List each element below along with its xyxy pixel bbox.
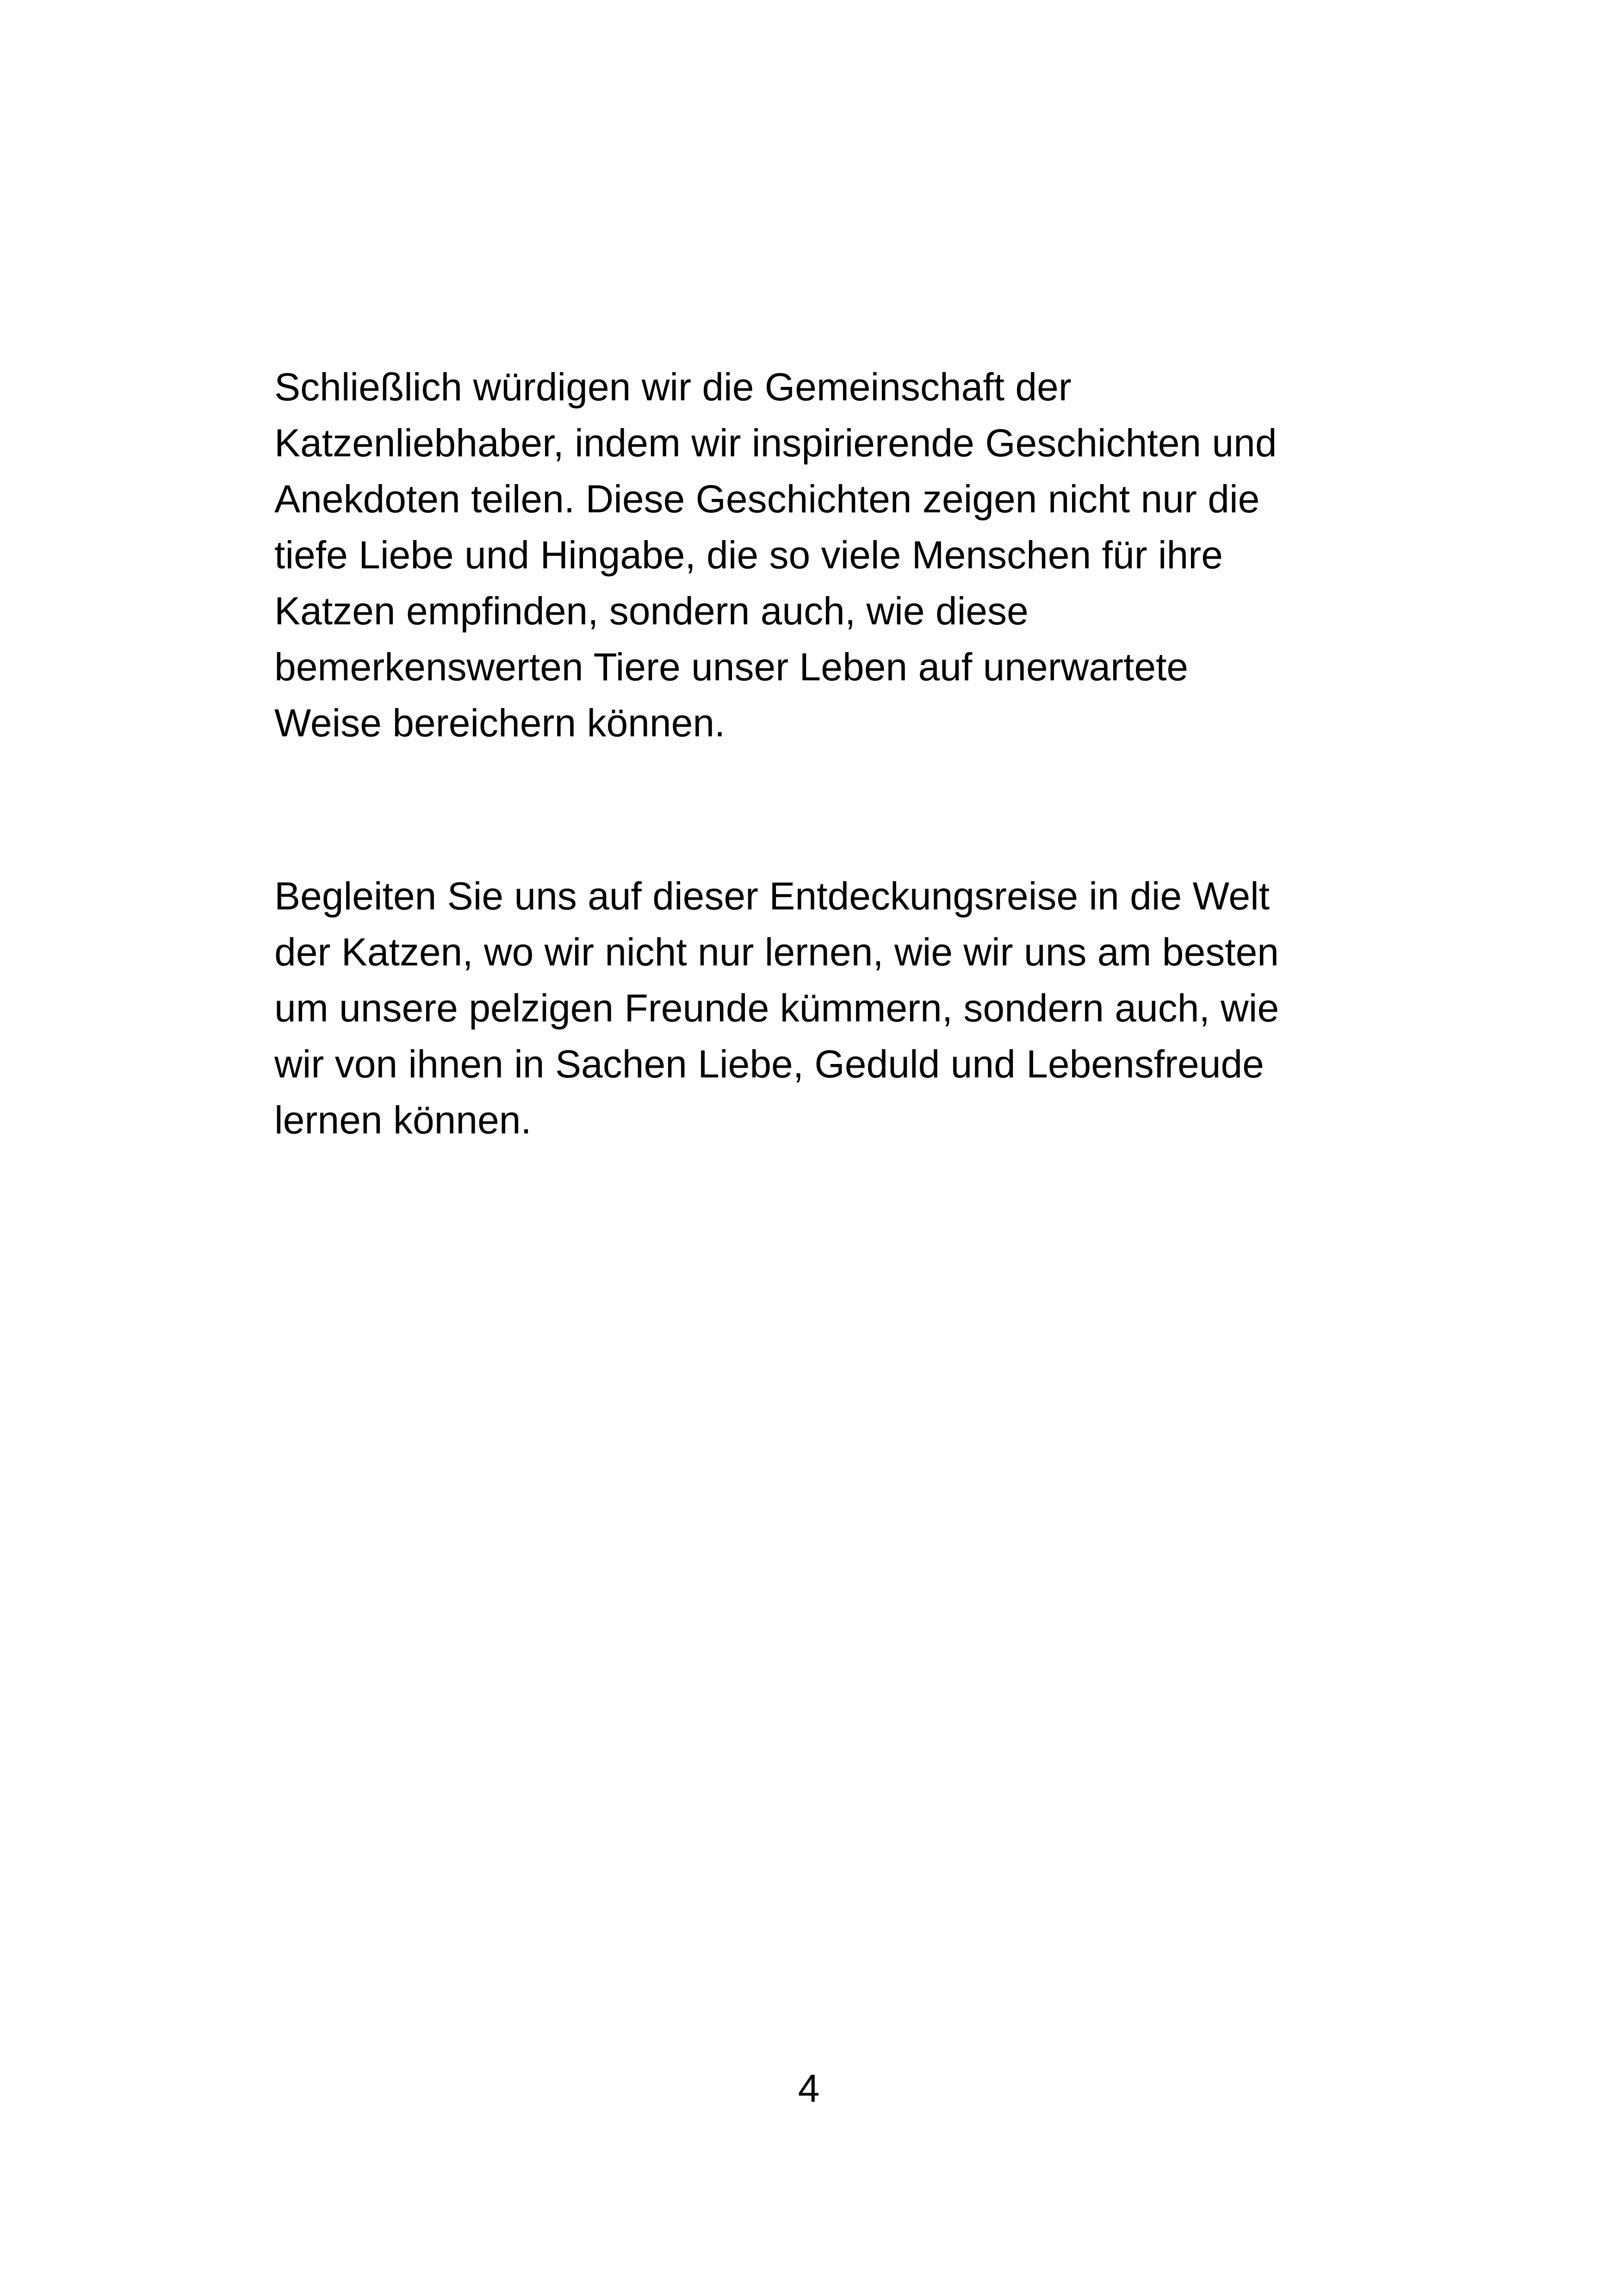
paragraph-line: wir von ihnen in Sachen Liebe, Geduld und Lebensfreude: [274, 1042, 1264, 1086]
paragraph-line: um unsere pelzigen Freunde kümmern, sondern auch, wie: [274, 986, 1279, 1030]
paragraph-line: Katzenliebhaber, indem wir inspirierende Geschichten und: [274, 421, 1277, 465]
paragraph-line: Weise bereichern können.: [274, 701, 725, 745]
paragraph-line: Anekdoten teilen. Diese Geschichten zeigen nicht nur die: [274, 477, 1260, 521]
paragraph-line: tiefe Liebe und Hingabe, die so viele Menschen für ihre: [274, 533, 1223, 577]
paragraph-line: lernen können.: [274, 1098, 532, 1142]
paragraph-line: Begleiten Sie uns auf dieser Entdeckungsreise in die Welt: [274, 874, 1270, 918]
page-number: 4: [798, 2066, 820, 2110]
paragraph-line: der Katzen, wo wir nicht nur lernen, wie wir uns am besten: [274, 930, 1279, 974]
paragraph-line: Schließlich würdigen wir die Gemeinschaft der: [274, 365, 1072, 409]
paragraph-line: bemerkenswerten Tiere unser Leben auf unerwartete: [274, 645, 1189, 689]
paragraph-line: Katzen empfinden, sondern auch, wie diese: [274, 589, 1029, 633]
paragraph-community: [274, 359, 1376, 751]
paragraph-invitation: [274, 868, 1376, 1148]
